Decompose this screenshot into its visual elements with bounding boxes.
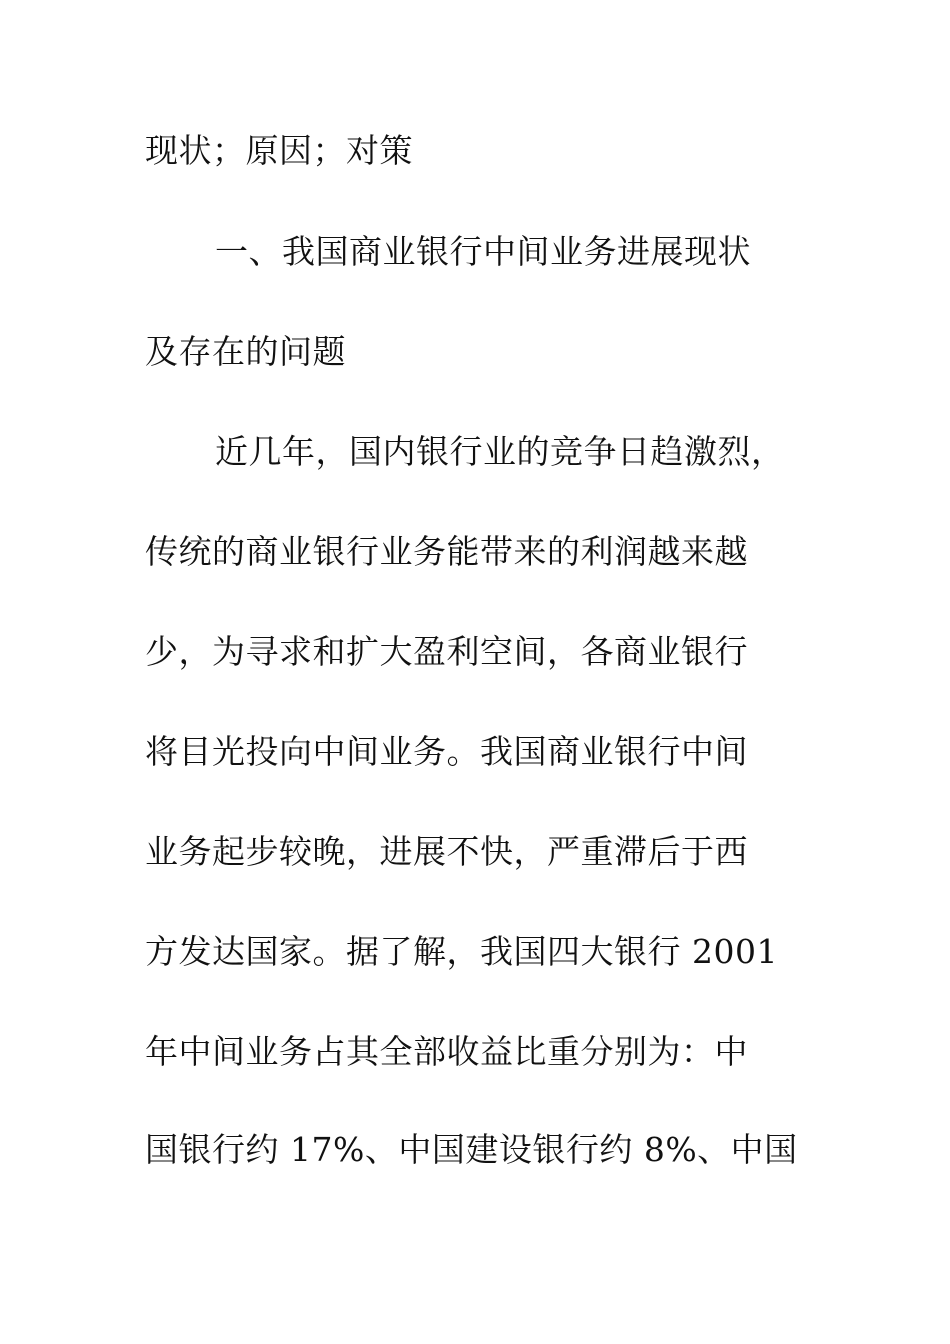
paragraph-line: 方发达国家。据了解，我国四大银行 2001 bbox=[145, 932, 778, 971]
section-heading-line-2: 及存在的问题 bbox=[145, 332, 346, 371]
paragraph-line: 少，为寻求和扩大盈利空间，各商业银行 bbox=[145, 632, 748, 671]
paragraph-line: 业务起步较晚，进展不快，严重滞后于西 bbox=[145, 832, 748, 871]
paragraph-line: 将目光投向中间业务。我国商业银行中间 bbox=[145, 732, 748, 771]
paragraph-line: 近几年，国内银行业的竞争日趋激烈， bbox=[215, 432, 785, 471]
paragraph-line: 年中间业务占其全部收益比重分别为：中 bbox=[145, 1032, 748, 1071]
paragraph-line: 传统的商业银行业务能带来的利润越来越 bbox=[145, 532, 748, 571]
section-heading-line-1: 一、我国商业银行中间业务进展现状 bbox=[215, 232, 751, 271]
keywords-line: 现状；原因；对策 bbox=[145, 131, 413, 170]
paragraph-line: 国银行约 17%、中国建设银行约 8%、中国 bbox=[145, 1130, 798, 1169]
